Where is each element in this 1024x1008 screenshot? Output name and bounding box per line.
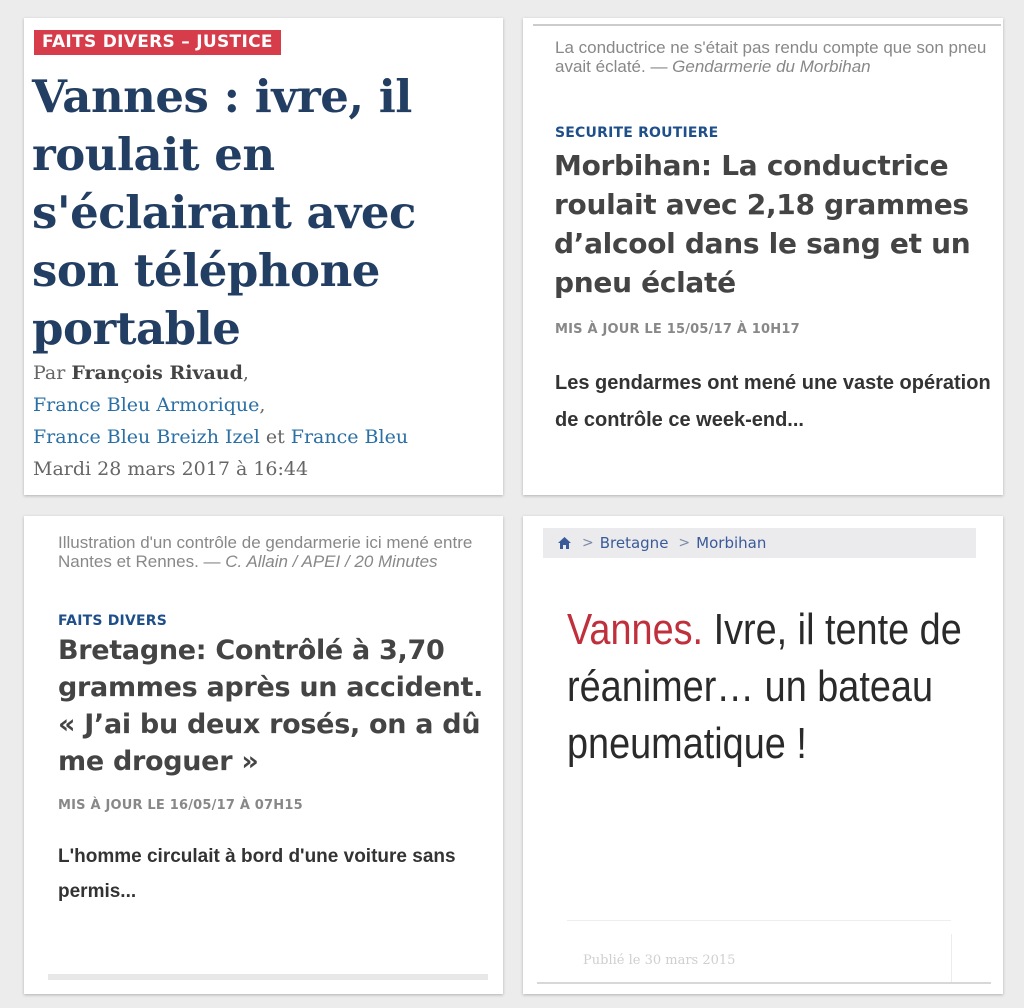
article-card-bretagne-controle[interactable]: [24, 516, 503, 994]
byline-comma: ,: [242, 362, 249, 384]
top-divider: [533, 24, 1001, 26]
category-badge[interactable]: FAITS DIVERS – JUSTICE: [34, 30, 281, 55]
breadcrumb-separator: >: [678, 535, 691, 551]
breadcrumb-item-morbihan[interactable]: Morbihan: [696, 534, 767, 552]
home-icon[interactable]: [557, 536, 572, 550]
headline[interactable]: Morbihan: La conductrice roulait avec 2,18 grammes d’alcool dans le sang et un pneu éclaté: [554, 149, 971, 299]
source-link-armorique[interactable]: France Bleu Armorique: [33, 394, 260, 416]
updated-timestamp: MIS À JOUR LE 16/05/17 À 07H15: [58, 798, 303, 813]
article-lead: Les gendarmes ont mené une vaste opération de contrôle ce week-end...: [555, 372, 991, 431]
caption-text: La conductrice ne s'était pas rendu compte que son pneu avait éclaté. —: [555, 38, 987, 76]
breadcrumb-item-bretagne[interactable]: Bretagne: [599, 534, 669, 552]
headline[interactable]: Bretagne: Contrôlé à 3,70 grammes après un accident. « J’ai bu deux rosés, on a dû me droguer »: [58, 635, 484, 777]
divider: [567, 920, 951, 921]
article-card-morbihan-conductrice[interactable]: [523, 18, 1003, 495]
category-label[interactable]: SECURITE ROUTIERE: [555, 125, 719, 141]
bottom-bar: [48, 974, 488, 980]
bottom-divider: [537, 982, 991, 984]
caption-text: Illustration d'un contrôle de gendarmerie ici mené entre Nantes et Rennes. —: [58, 533, 473, 571]
publish-date: Mardi 28 mars 2017 à 16:44: [33, 458, 309, 480]
breadcrumb: [543, 528, 976, 558]
article-card-vannes-telephone[interactable]: [24, 18, 503, 495]
source-link-breizh-izel[interactable]: France Bleu Breizh Izel: [33, 426, 260, 448]
source-conjunction: et: [259, 426, 291, 448]
source-comma: ,: [259, 394, 266, 416]
headline-text: Ivre, il tente de réanimer… un bateau pneumatique !: [567, 605, 962, 768]
photo-caption: [555, 38, 995, 76]
headline-city: Vannes.: [567, 605, 704, 654]
article-lead: L'homme circulait à bord d'une voiture sans permis...: [58, 846, 456, 902]
caption-credit: Gendarmerie du Morbihan: [672, 57, 871, 76]
headline[interactable]: [567, 601, 980, 772]
source-link-france-bleu[interactable]: France Bleu: [290, 426, 409, 448]
breadcrumb-separator: >: [582, 535, 594, 551]
byline: [33, 357, 493, 485]
caption-credit: C. Allain / APEI / 20 Minutes: [225, 552, 438, 571]
updated-timestamp: MIS À JOUR LE 15/05/17 À 10H17: [555, 322, 800, 337]
article-card-vannes-bateau[interactable]: [523, 516, 1003, 994]
publish-date: Publié le 30 mars 2015: [583, 953, 736, 968]
headline[interactable]: Vannes : ivre, il roulait en s'éclairant avec son téléphone portable: [32, 70, 416, 355]
photo-caption: [58, 533, 478, 571]
divider-vertical: [951, 934, 952, 982]
category-label[interactable]: FAITS DIVERS: [58, 613, 167, 629]
byline-prefix: Par: [33, 362, 72, 384]
author-name: François Rivaud: [71, 362, 243, 384]
